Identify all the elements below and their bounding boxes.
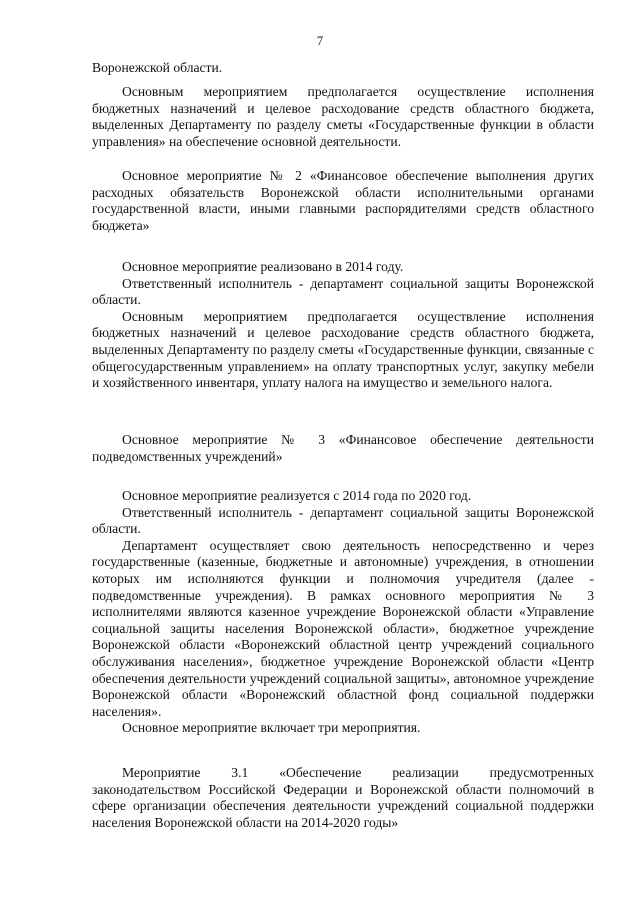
paragraph: Ответственный исполнитель - департамент социальной защиты Воронежской области. xyxy=(92,504,594,537)
paragraph-block xyxy=(92,488,594,737)
page-number: 7 xyxy=(316,34,324,48)
paragraph: Основное мероприятие включает три мероприятия. xyxy=(122,720,421,736)
paragraph: Основное мероприятие № 3 «Финансовое обеспечение деятельности подведомственных учреждений» xyxy=(92,432,594,464)
paragraph: Основное мероприятие реализуется с 2014 года по 2020 год. xyxy=(122,488,472,503)
measure-heading-3 xyxy=(92,432,594,465)
paragraph: Основным мероприятием предполагается осуществление исполнения бюджетных назначений и целевое расходование средств областного бюджета, выделенных Департаменту по разделу сметы «Государственные функции в области управления» на обеспечение основной деятельности. xyxy=(92,84,594,149)
paragraph: Основным мероприятием предполагается осуществление исполнения бюджетных назначений и целевое расходование средств областного бюджета, выделенных Департаменту по разделу сметы «Государственные функции, связанные с общегосударственным управлением» на оплату транспортных услуг, закупку мебели и хозяйственного инвентаря, уплату налога на имущество и земельного налога. xyxy=(92,308,594,391)
paragraph: Основное мероприятие реализовано в 2014 году. xyxy=(122,259,404,274)
paragraph: Основное мероприятие № 2 «Финансовое обеспечение выполнения других расходных обязательств Воронежской области исполнительными органами государственной власти, иными главными распорядителями средств областного бюджета» xyxy=(92,168,594,233)
paragraph-continuation xyxy=(92,60,594,77)
paragraph: Департамент осуществляет свою деятельность непосредственно и через государственные (казенные, бюджетные и автономные) учреждения, в отношении которых им исполняются функции и полномочия учредителя (далее - подведомственные учреждения). В рамках основного мероприятия № 3 исполнителями являются казенное учреждение Воронежской области «Управление социальной защиты населения Воронежской области», бюджетное учреждение Воронежской области «Воронежский областной центр учреждений социального обслуживания населения», бюджетное учреждение Воронежской области «Центр обеспечения деятельности учреждений социальной защиты», автономное учреждение Воронежской области «Воронежский областной фонд социальной поддержки населения». xyxy=(92,537,594,719)
activity-heading-3-1 xyxy=(92,765,594,831)
paragraph: Мероприятие 3.1 «Обеспечение реализации предусмотренных законодательством Российской Федерации и Воронежской области полномочий в сфере организации обеспечения деятельности учреждений социальной поддержки населения Воронежской области на 2014-2020 годы» xyxy=(92,765,594,830)
paragraph-block xyxy=(92,259,594,392)
paragraph: Воронежской области. xyxy=(92,60,223,75)
paragraph: Ответственный исполнитель - департамент социальной защиты Воронежской области. xyxy=(92,275,594,308)
measure-heading-2 xyxy=(92,168,594,234)
paragraph-block xyxy=(92,84,594,150)
